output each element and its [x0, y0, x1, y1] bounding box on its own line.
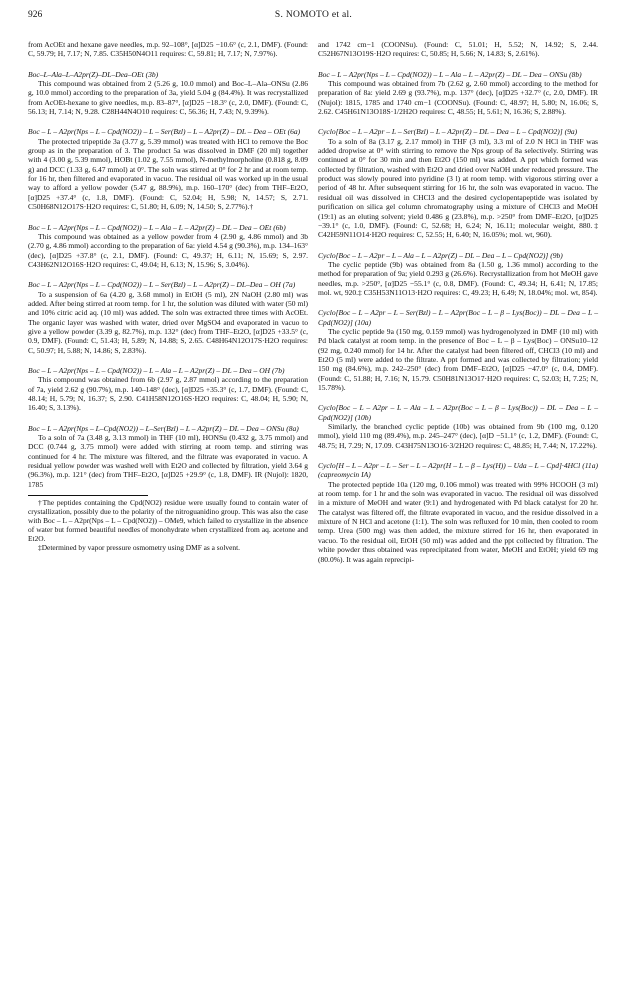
paragraph-gap	[28, 269, 308, 275]
compound-heading: Boc – L – A2pr(Nps – L – Cpd(NO2)) – L – Ala – L – A2pr(Z) – DL – Dea – OH (7b)	[28, 365, 285, 375]
paragraph-gap	[28, 413, 308, 419]
paragraph-gap	[28, 355, 308, 361]
paragraph: Similarly, the branched cyclic peptide (10b) was obtained from 9b (100 mg, 0.120 mmol), yield 110 mg (89.4%), m.p. 245–247° (dec), [α]D −51.1° (c, 1.2, DMF). (Found: C, 48.75; H, 7.29; N, 17.09. C43H75N13O16·3/2H2O requires: C, 48.85; H, 7.44; N, 17.22%).	[318, 422, 598, 450]
paragraph: from AcOEt and hexane gave needles, m.p. 92–108°, [α]D25 −10.6° (c, 2.1, DMF). (Found: C, 59.79; H, 7.17; N, 7.85. C35H50N4O11 requires: C, 59.81; H, 7.17; N, 7.97%).	[28, 40, 308, 59]
paragraph-gap	[28, 212, 308, 218]
paragraph-gap	[318, 392, 598, 398]
paragraph: The cyclic peptide (9b) was obtained from 8a (1.50 g, 1.36 mmol) according to the method for preparation of 9a; yield 0.293 g (26.6%). Recrystallization from hot MeOH gave needles, m.p. >250°, [α]D25 −55.1° (c, 0.8, DMF). (Found: C, 49.34; H, 6.41; N, 17.85; mol. wt, 920.‡ C35H53N11O13·H2O requires: C, 49.23; H, 6.49; N, 18.04%; mol. wt, 854).	[318, 259, 598, 297]
running-head: S. NOMOTO et al.	[274, 10, 353, 20]
paragraph-gap	[318, 240, 598, 246]
paragraph-gap	[318, 59, 598, 65]
right-column	[318, 40, 598, 564]
paragraph: The protected peptide 10a (120 mg, 0.106 mmol) was treated with 99% HCOOH (3 ml) at room temp. for 1 hr and the soln was evaporated in vacuo. The residual oil was dissolved in a mixture of MeOH and water (9:1) and hydrogenated with Pd black catalyst for 20 hr. The catalyst was filtered off, the filtrate evaporated in vacuo, and the residue dissolved in a mixture of N HCl and acetone (1:1). The soln was refluxed for 10 min, then cooled to room temp. Urea (500 mg) was then added, the mixture stirred for 16 hr, then evaporated in vacuo. To the residual oil, EtOH (50 ml) was added and the ppt collected by filtration. The white powder thus obtained was reprecipitated from water, MeOH and EtOH; yield 69 mg (80.0%). It was again reprecipi-	[318, 479, 598, 564]
paragraph: The cyclic peptide 9a (150 mg, 0.159 mmol) was hydrogenolyzed in DMF (10 ml) with Pd black catalyst at room temp. in the presence of Boc – L – β – Lys(Boc) – ONSu10–12 (92 mg, 0.240 mmol) for 14 hr. After the catalyst had been filtered off, CHCl3 (10 ml) and Et2O (5 ml) were added to the filtrate. A ppt formed and was collected by filtration; yield 150 mg (84.6%), m.p. 242–250° (dec) from DMF–Et2O, [α]D25 −47.0° (c, 0.4, DMF). (Found: C, 51.88; H, 7.16; N, 15.79. C50H81N13O17·H2O requires: C, 52.03; H, 7.25; N, 15.78%).	[318, 326, 598, 392]
compound-heading: Cyclo[Boc – L – A2pr – L – Ser(Bzl) – L – A2pr(Boc – L – β – Lys(Boc)) – DL – Dea – L – Cpd(NO2)] (10a)	[318, 308, 598, 327]
page-number: 926	[28, 10, 43, 20]
paragraph-gap	[318, 116, 598, 122]
compound-heading: Cyclo[H – L – A2pr – L – Ser – L – A2pr(H – L – β – Lys(H)) – Uda – L – Cpd]·4HCl (11a) (capreomycin IA)	[318, 461, 598, 480]
paragraph: This compound was obtained from 6b (2.97 g, 2.87 mmol) according to the preparation of 7a, yield 2.62 g (90.7%), m.p. 140–148° (dec), [α]D25 +35.3° (c, 1.7, DMF). (Found: C, 48.14; H, 5.79; N, 16.37; S, 2.90. C41H58N12O16S·H2O requires: C, 48.04; H, 5.90; N, 16.40; S, 3.13%).	[28, 375, 308, 413]
compound-heading: Boc–L–Ala–L–A2pr(Z)–DL–Dea–OEt (3b)	[28, 69, 159, 79]
paragraph: This compound was obtained from 2 (5.26 g, 10.0 mmol) and Boc–L–Ala–ONSu (2.86 g, 10.0 mmol) according to the preparation of 3a, yield 5.04 g (84.4%). It was recrystallized from AcOEt-hexane to give needles, m.p. 83–87°, [α]D25 −18.3° (c, 2.0, DMF). (Found: C, 56.13; H, 7.14; N, 9.28. C28H44N4O10 requires: C, 56.36; H, 7.43; N, 9.39%).	[28, 79, 308, 117]
page-header	[28, 10, 599, 24]
paragraph: To a soln of 7a (3.48 g, 3.13 mmol) in THF (10 ml), HONSu (0.432 g, 3.75 mmol) and DCC (0.744 g, 3.75 mmol) were added with stirring at room temp. and stirring was continued for 4 hr. The mixture was filtered, and the filtrate was evaporated in vacuo. A residual yellow powder was washed well with Et2O and collected by filtration, yield 3.64 g (96.3%), m.p. 121° (dec) from THF–Et2O, [α]D25 +29.9° (c, 1.8, DMF). IR (Nujol): 1820, 1785	[28, 433, 308, 489]
paragraph: and 1742 cm−1 (COONSu). (Found: C, 51.01; H, 5.52; N, 14.92; S, 2.44. C52H67N13O19S·H2O requires: C, 50.85; H, 5.66; N, 14.83; S, 2.61%).	[318, 40, 598, 59]
compound-heading: Boc – L – A2pr(Nps – L – Cpd(NO2)) – L – Ser(Bzl) – L – A2pr(Z) – DL–Dea – OH (7a)	[28, 280, 296, 290]
paragraph-gap	[28, 59, 308, 65]
footnote: †The peptides containing the Cpd(NO2) residue were usually found to contain water of crystallization, possibly due to the polarity of the nitroguanidino group. This was also the case with Boc – L – A2pr(Nps – L – Cpd(NO2)) – OMe9, which failed to crystallize in the absence of water but formed beautiful needles of monohydrate when crystallized from aq. acetone and Et2O.	[28, 498, 308, 544]
paragraph: To a suspension of 6a (4.20 g, 3.68 mmol) in EtOH (5 ml), 2N NaOH (2.80 ml) was added. After being stirred at room temp. for 1 hr, the solution was diluted with water (50 ml) and 10% citric acid aq. (10 ml) was added. The soln was extracted three times with AcOEt. The organic layer was washed with water, dried over MgSO4 and evaporated in vacuo to give a yellow powder (3.39 g, 82.7%), m.p. 132° (dec) from THF–Et2O, [α]D25 +33.5° (c, 0.9, DMF). (Found: C, 51.43; H, 5.89; N, 14.88; S, 2.65. C48H64N12O17S·H2O requires: C, 50.97; H, 5.88; N, 14.86; S, 2.83%).	[28, 289, 308, 355]
compound-heading: Cyclo[Boc – L – A2pr – L – Ala – L – A2pr(Z) – DL – Dea – L – Cpd(NO2)] (9b)	[318, 250, 563, 260]
left-column	[28, 40, 308, 552]
paragraph: This compound was obtained from 7b (2.62 g, 2.60 mmol) according to the method for preparation of 8a: yield 2.69 g (93.7%), m.p. 137° (dec), [α]D25 +32.7° (c, 2.0, DMF). IR (Nujol): 1815, 1785 and 1740 cm−1 (COONSu). (Found: C, 48.97; H, 5.80; N, 16.06; S, 2.62. C45H61N13O18S·1/2H2O requires: C, 48.55; H, 5.61; N, 16.36; S, 2.88%).	[318, 79, 598, 117]
compound-heading: Boc – L – A2pr(Nps – L–Cpd(NO2)) – L–Ser(Bzl) – L – A2pr(Z) – DL – Dea – ONSu (8a)	[28, 423, 299, 433]
paragraph-gap	[28, 116, 308, 122]
footnote-rule	[28, 495, 148, 496]
compound-heading: Boc – L – A2pr(Nps – L – Cpd(NO2)) – L – Ala – L – A2pr(Z) – DL – Dea – ONSu (8b)	[318, 69, 582, 79]
paragraph-gap	[318, 450, 598, 456]
paragraph-gap	[318, 297, 598, 303]
paragraph: This compound was obtained as a yellow powder from 4 (2.90 g, 4.86 mmol) and 3b (2.70 g, 4.86 mmol) according to the preparation of 6a: yield 4.54 g (90.3%), m.p. 134–163° (dec), [α]D25 +37.8° (c, 2.1, DMF). (Found: C, 49.37; H, 6.11; N, 15.69; S, 2.97. C43H62N12O16S·H2O requires: C, 49.04; H, 6.13; N, 15.96; S, 3.04%).	[28, 231, 308, 269]
compound-heading: Boc – L – A2pr(Nps – L – Cpd(NO2)) – L – Ser(Bzl) – L – A2pr(Z) – DL – Dea – OEt (6a)	[28, 127, 301, 137]
compound-heading: Cyclo[Boc – L – A2pr – L – Ser(Bzl) – L – A2pr(Z) – DL – Dea – L – Cpd(NO2)] (9a)	[318, 127, 578, 137]
footnote: ‡Determined by vapor pressure osmometry using DMF as a solvent.	[38, 543, 240, 553]
paragraph: The protected tripeptide 3a (3.77 g, 5.39 mmol) was treated with HCl to remove the Boc group as in the preparation of 3. The product 5a was dissolved in DMF (20 ml) together with 4 (3.00 g, 5.39 mmol), HOBt (1.02 g, 7.55 mmol), N-methylmorpholine (0.818 g, 8.09 g) and DCC (1.33 g, 6.47 mmol) at 0°. The soln was stirred at 0° for 2 hr and at room temp. for 16 hr, then filtered and evaporated in vacuo. The residual oil was worked up in the usual way to afford a yellow powder (5.47 g, 88.9%), m.p. 160–170° (dec) from THF–Et2O, [α]D25 +37.4° (c, 1.8, DMF). (Found: C, 52.04; H, 5.98; N, 14.57; S, 2.71. C50H68N12O17S·H2O requires: C, 51.80; H, 6.09; N, 14.50; S, 2.77%).†	[28, 136, 308, 212]
compound-heading: Boc – L – A2pr(Nps – L – Cpd(NO2)) – L – Ala – L – A2pr(Z) – DL – Dea – OEt (6b)	[28, 222, 286, 232]
compound-heading: Cyclo[Boc – L – A2pr – L – Ala – L – A2pr(Boc – L – β – Lys(Boc)) – DL – Dea – L – Cpd(NO2)] (10b)	[318, 403, 598, 422]
paragraph: To a soln of 8a (3.17 g, 2.17 mmol) in THF (3 ml), 3.3 ml of 2.0 N HCl in THF was added dropwise at 0° with stirring to remove the Nps group of 8a selectively. Stirring was continued at 0° for 30 min and then Et2O (150 ml) was added. A ppt which formed was collected by filtration, washed with Et2O and dried over NaOH under reduced pressure. The product was slowly poured into pyridine (3 l) at room temp. with vigorous stirring over a period of 48 hr. After subsequent stirring for 16 hr, the soln was evaporated in vacuo. The residual oil was dissolved in CHCl3 and the desired cyclopentapeptide was isolated by purification on silica gel column chromatography using a mixture of CHCl3 and MeOH (19:1) as an eluting solvent; yield 0.486 g (23.8%), m.p. >250° from DMF–Et2O, [α]D25 −39.1° (c, 1.0, DMF). (Found: C, 52.68; H, 6.24; N, 16.11; molecular weight, 880.‡ C42H59N11O14·H2O requires: C, 52.55; H, 6.40; N, 16.05%; mol. wt, 960).	[318, 136, 598, 240]
